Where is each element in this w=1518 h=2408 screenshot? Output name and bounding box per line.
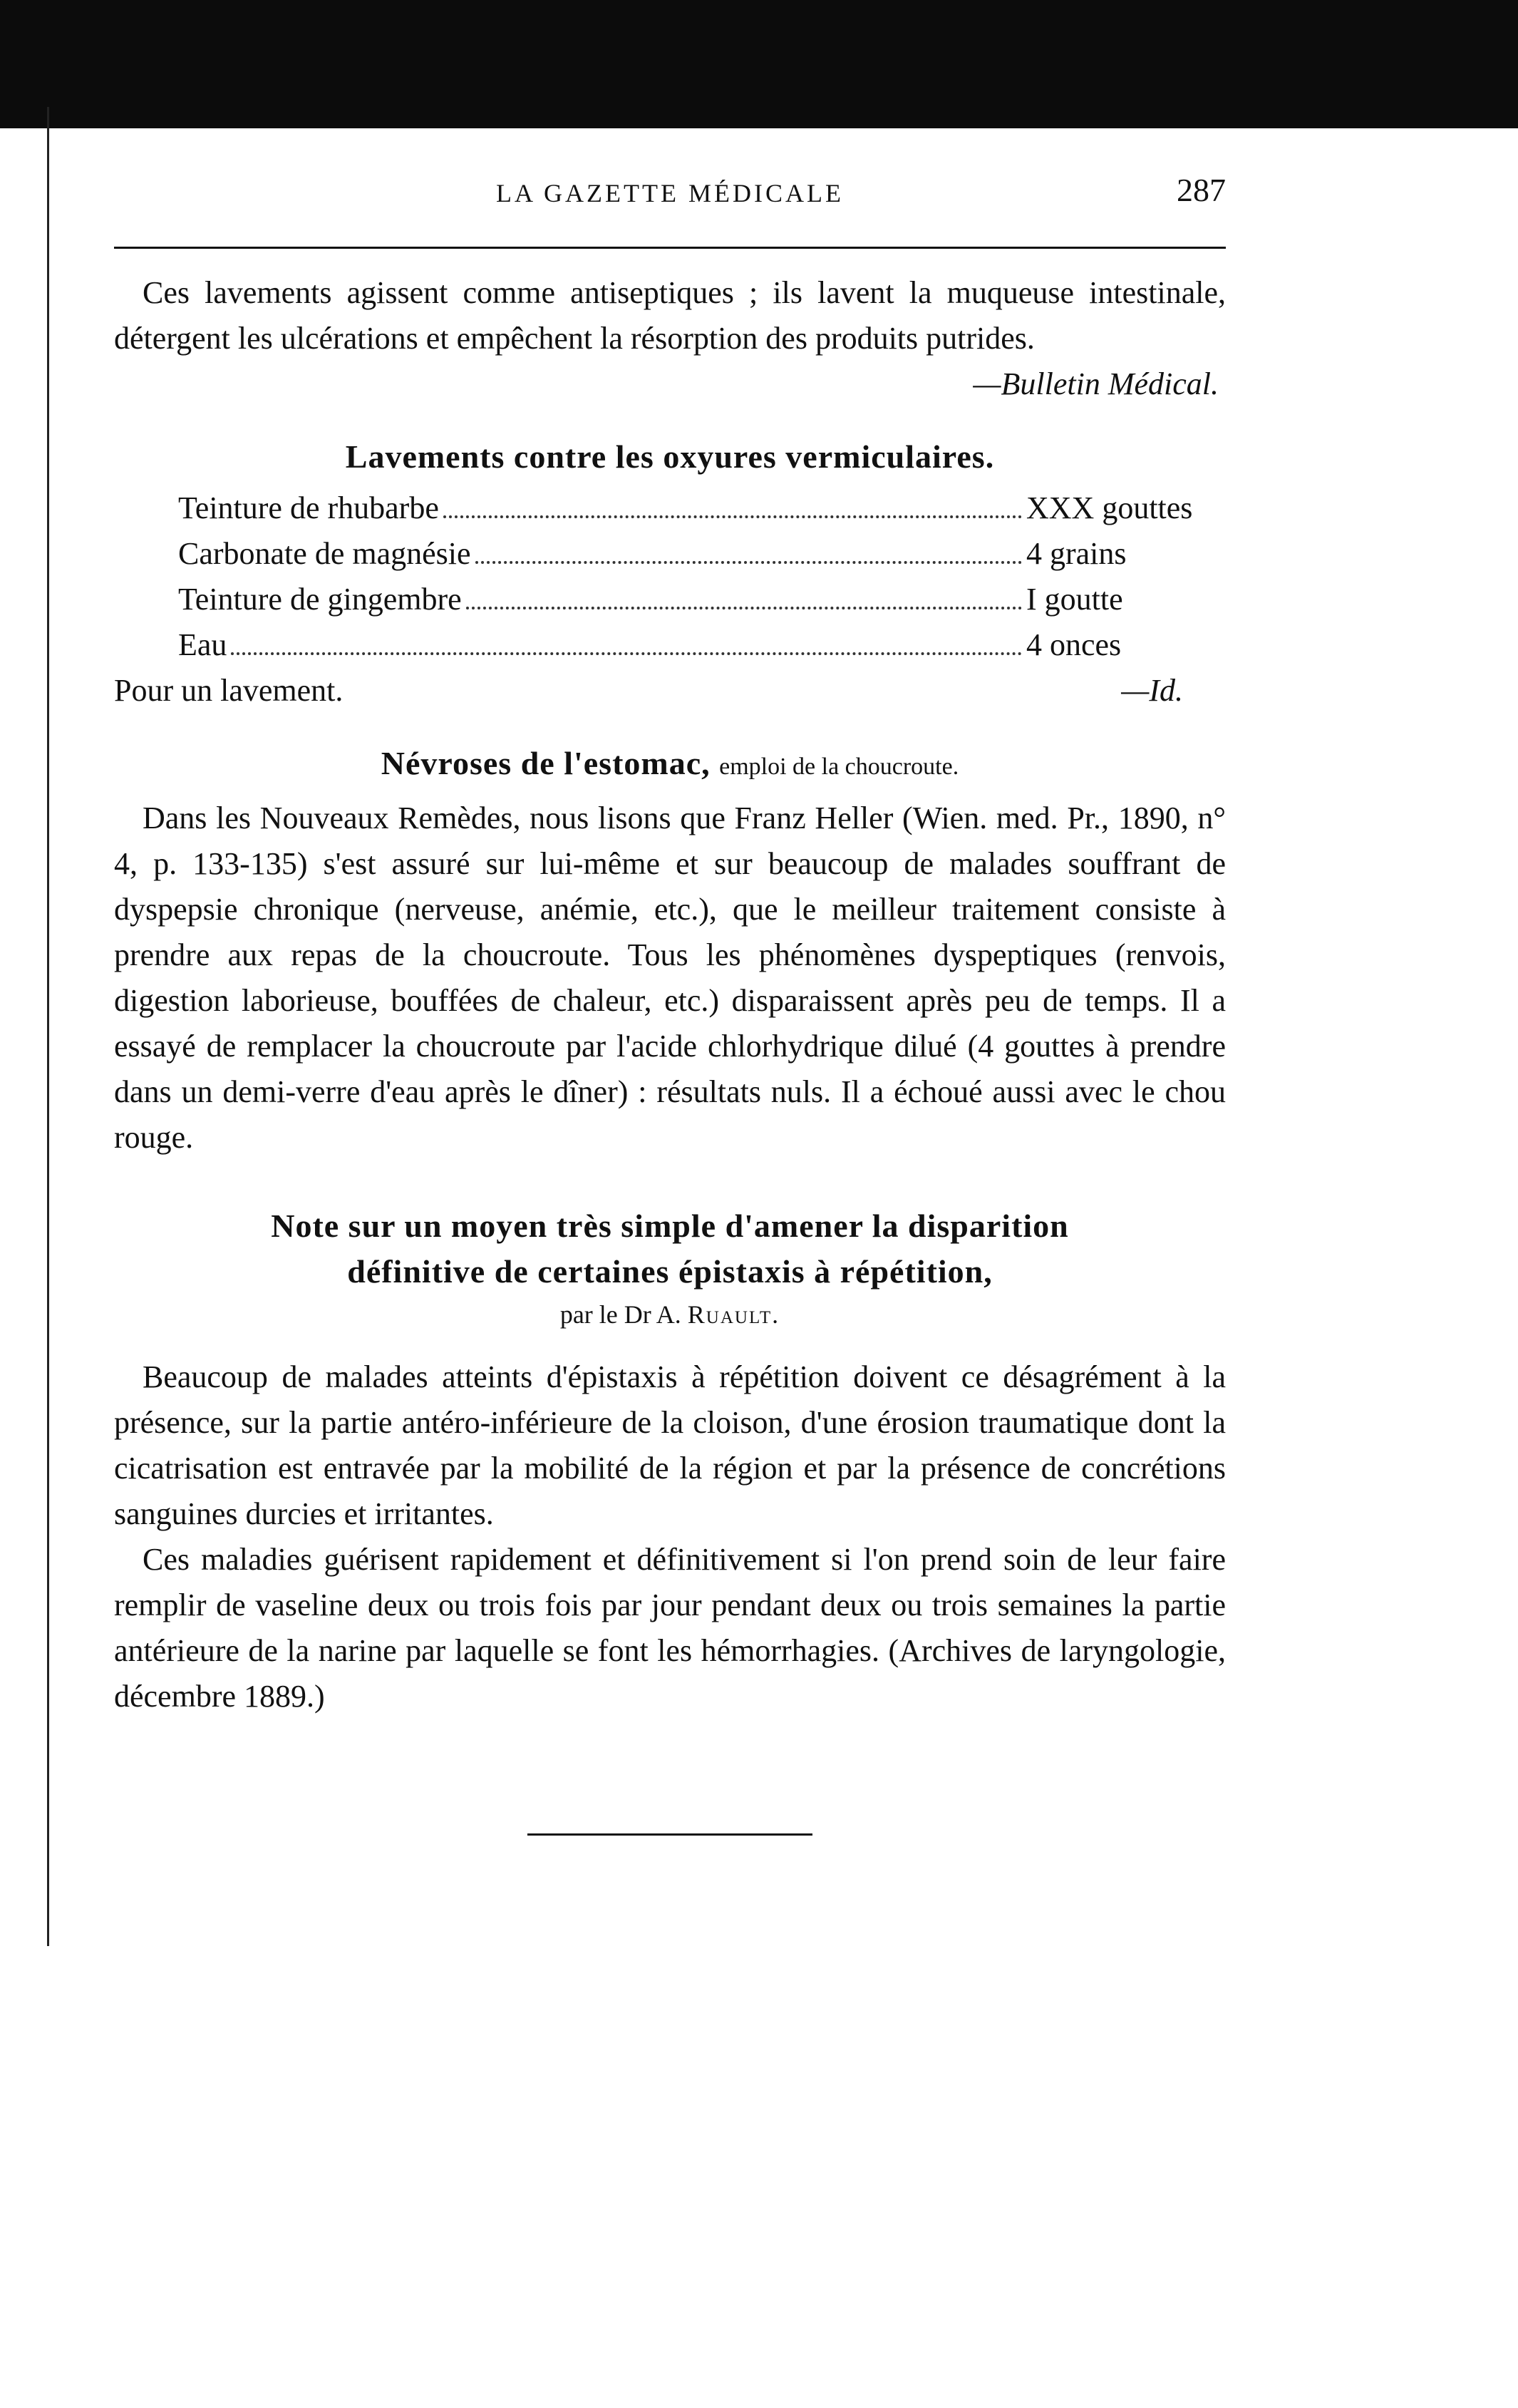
recipe-item-name: Eau xyxy=(178,627,227,662)
recipe-footer-text: Pour un lavement. xyxy=(114,673,344,708)
running-title: LA GAZETTE MÉDICALE xyxy=(496,179,844,207)
recipe-item xyxy=(178,577,1190,622)
note-byline xyxy=(114,1295,1226,1334)
page-number: 287 xyxy=(1177,172,1226,208)
note-title-line1: Note sur un moyen très simple d'amener la disparition xyxy=(271,1208,1069,1244)
recipe-title: Lavements contre les oxyures vermiculaires. xyxy=(345,438,995,475)
recipe-source: —Id. xyxy=(1121,673,1183,708)
note-title-line2: définitive de certaines épistaxis à répétition, xyxy=(347,1253,993,1290)
nevroses-section xyxy=(114,741,1226,1161)
recipe-item-qty: 4 onces xyxy=(1026,627,1122,662)
intro-source: —Bulletin Médical. xyxy=(973,366,1219,401)
nevroses-title xyxy=(114,741,1226,790)
note-paragraph-2: Ces maladies guérisent rapidement et définitivement si l'on prend soin de leur faire remplir de vaseline deux ou trois fois par jour pendant deux ou trois semaines la partie antérieure de la narine par laquelle se font les hémorrhagies. (Archives de laryngologie, décembre 1889.) xyxy=(114,1542,1226,1714)
page-header xyxy=(114,164,1226,228)
recipe-item xyxy=(178,622,1190,668)
recipe-item-qty: 4 grains xyxy=(1026,536,1127,571)
recipe-item xyxy=(178,531,1190,577)
leader-dots xyxy=(443,515,1022,518)
header-rule xyxy=(114,247,1226,249)
recipe-item xyxy=(178,485,1193,531)
recipe-item-qty: I goutte xyxy=(1026,582,1123,617)
recipe-item-name: Teinture de rhubarbe xyxy=(178,490,439,525)
nevroses-paragraph: Dans les Nouveaux Remèdes, nous lisons que Franz Heller (Wien. med. Pr., 1890, n° 4, p. 133-135) s'est assuré sur lui-même et sur beaucoup de malades souffrant de dyspepsie chronique (nerveuse, anémie, etc.), que le meilleur traitement consiste à prendre aux repas de la choucroute. Tous les phénomènes dyspeptiques (renvois, digestion laborieuse, bouffées de chaleur, etc.) disparaissent après peu de temps. Il a essayé de remplacer la choucroute par l'acide chlorhydrique dilué (4 gouttes à prendre dans un demi-verre d'eau après le dîner) : résultats nuls. Il a échoué aussi avec le chou rouge. xyxy=(114,801,1226,1155)
recipe-item-qty: XXX gouttes xyxy=(1026,490,1193,525)
leader-dots xyxy=(231,652,1022,655)
end-rule xyxy=(527,1833,812,1836)
page-content xyxy=(114,164,1226,1836)
recipe-item-name: Carbonate de magnésie xyxy=(178,536,471,571)
recipe-footer xyxy=(114,668,1183,714)
note-paragraph-1: Beaucoup de malades atteints d'épistaxis à répétition doivent ce désagrément à la présence, sur la partie antéro-inférieure de la cloison, d'une érosion traumatique dont la cicatrisation est entravée par la mobilité de la région et par la présence de concrétions sanguines durcies et irritantes. xyxy=(114,1359,1226,1531)
leader-dots xyxy=(475,561,1022,564)
intro-paragraph: Ces lavements agissent comme antiseptiques ; ils lavent la muqueuse intestinale, détergent les ulcérations et empêchent la résorption des produits putrides. xyxy=(114,275,1226,356)
recipe-section xyxy=(114,434,1226,714)
recipe-item-name: Teinture de gingembre xyxy=(178,582,462,617)
nevroses-title-text: Névroses de l'estomac, xyxy=(381,745,711,781)
byline-prefix: par le Dr A. xyxy=(559,1300,681,1329)
intro-section xyxy=(114,270,1226,407)
scan-binding-edge xyxy=(47,107,49,1946)
note-section xyxy=(114,1203,1226,1719)
recipe-list xyxy=(178,485,1193,668)
leader-dots xyxy=(466,607,1022,609)
scan-top-band xyxy=(0,0,1518,128)
byline-author: Ruault. xyxy=(687,1300,780,1329)
note-title xyxy=(114,1203,1226,1295)
nevroses-subtitle: emploi de la choucroute. xyxy=(719,753,959,780)
